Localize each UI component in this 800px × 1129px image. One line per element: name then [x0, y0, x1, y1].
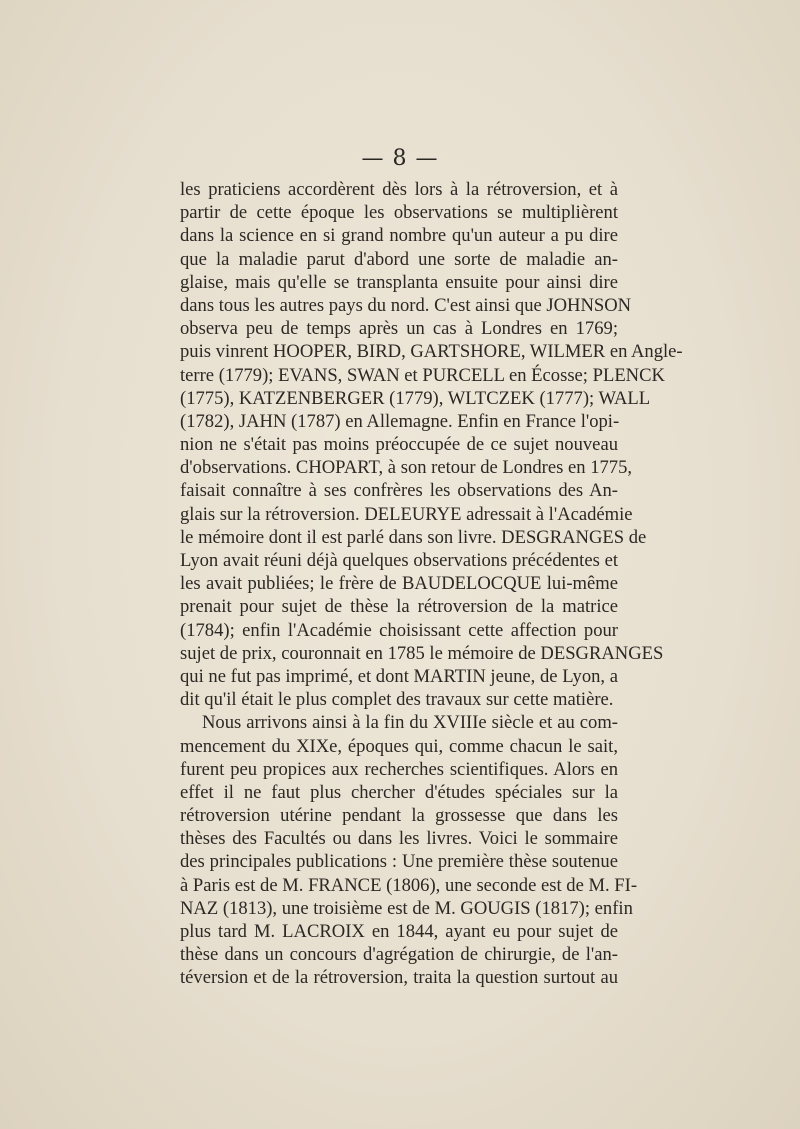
text-line: dans la science en si grand nombre qu'un auteur a pu dire [180, 225, 618, 247]
text-line: plus tard M. LACROIX en 1844, ayant eu pour sujet de [180, 921, 618, 942]
text-line: dans tous les autres pays du nord. C'est ainsi que JOHNSON [180, 294, 632, 316]
text-line: à Paris est de M. FRANCE (1806), une seconde est de M. FI- [180, 874, 638, 896]
text-line: dit qu'il était le plus complet des travaux sur cette matière. [180, 689, 614, 711]
text-line: qui ne fut pas imprimé, et dont MARTIN jeune, de Lyon, a [180, 665, 618, 687]
text-line: thèses des Facultés ou dans les livres. Voici le sommaire [180, 828, 618, 850]
text-line: glaise, mais qu'elle se transplanta ensuite pour ainsi dire [180, 271, 618, 293]
text-line: nion ne s'était pas moins préoccupée de ce sujet nouveau [180, 434, 618, 456]
text-line: effet il ne faut plus chercher d'études spéciales sur la [180, 781, 618, 803]
text-line: mencement du XIXe, époques qui, comme chacun le sait, [180, 735, 618, 757]
text-line: sujet de prix, couronnait en 1785 le mémoire de DESGRANGES [180, 642, 664, 664]
text-line: rétroversion utérine pendant la grossesse que dans les [180, 805, 618, 827]
text-line: des principales publications : Une première thèse soutenue [180, 851, 618, 873]
page-number: — 8 — [361, 146, 439, 171]
text-line: les avait publiées; le frère de BAUDELOCQUE lui-même [180, 573, 618, 595]
text-line: que la maladie parut d'abord une sorte de maladie an- [180, 248, 618, 270]
text-line: téversion et de la rétroversion, traita la question surtout au [180, 967, 618, 989]
text-line: partir de cette époque les observations se multiplièrent [180, 202, 618, 224]
text-line: NAZ (1813), une troisième est de M. GOUGIS (1817); enfin [180, 897, 633, 919]
body-text [180, 178, 683, 990]
text-line: Lyon avait réuni déjà quelques observations précédentes et [180, 550, 618, 571]
text-line: observa peu de temps après un cas à Londres en 1769; [180, 318, 618, 340]
text-line: (1775), KATZENBERGER (1779), WLTCZEK (1777); WALL [180, 387, 651, 409]
text-line: faisait connaître à ses confrères les observations des An- [180, 480, 618, 502]
text-line: glais sur la rétroversion. DELEURYE adressait à l'Académie [180, 503, 633, 525]
text-line: thèse dans un concours d'agrégation de chirurgie, de l'an- [180, 944, 618, 966]
text-line: terre (1779); EVANS, SWAN et PURCELL en Écosse; PLENCK [180, 364, 665, 386]
text-line: Nous arrivons ainsi à la fin du XVIIIe siècle et au com- [202, 712, 618, 734]
text-line: furent peu propices aux recherches scientifiques. Alors en [180, 758, 618, 780]
text-line: prenait pour sujet de thèse la rétroversion de la matrice [180, 596, 618, 618]
text-line: le mémoire dont il est parlé dans son livre. DESGRANGES de [180, 526, 647, 548]
text-line: les praticiens accordèrent dès lors à la rétroversion, et à [180, 179, 618, 200]
text-line: (1784); enfin l'Académie choisissant cette affection pour [180, 619, 618, 641]
text-line: (1782), JAHN (1787) en Allemagne. Enfin en France l'opi- [180, 410, 620, 432]
text-line: d'observations. CHOPART, à son retour de Londres en 1775, [180, 457, 633, 479]
text-line: puis vinrent HOOPER, BIRD, GARTSHORE, WILMER en Angle- [180, 341, 683, 363]
